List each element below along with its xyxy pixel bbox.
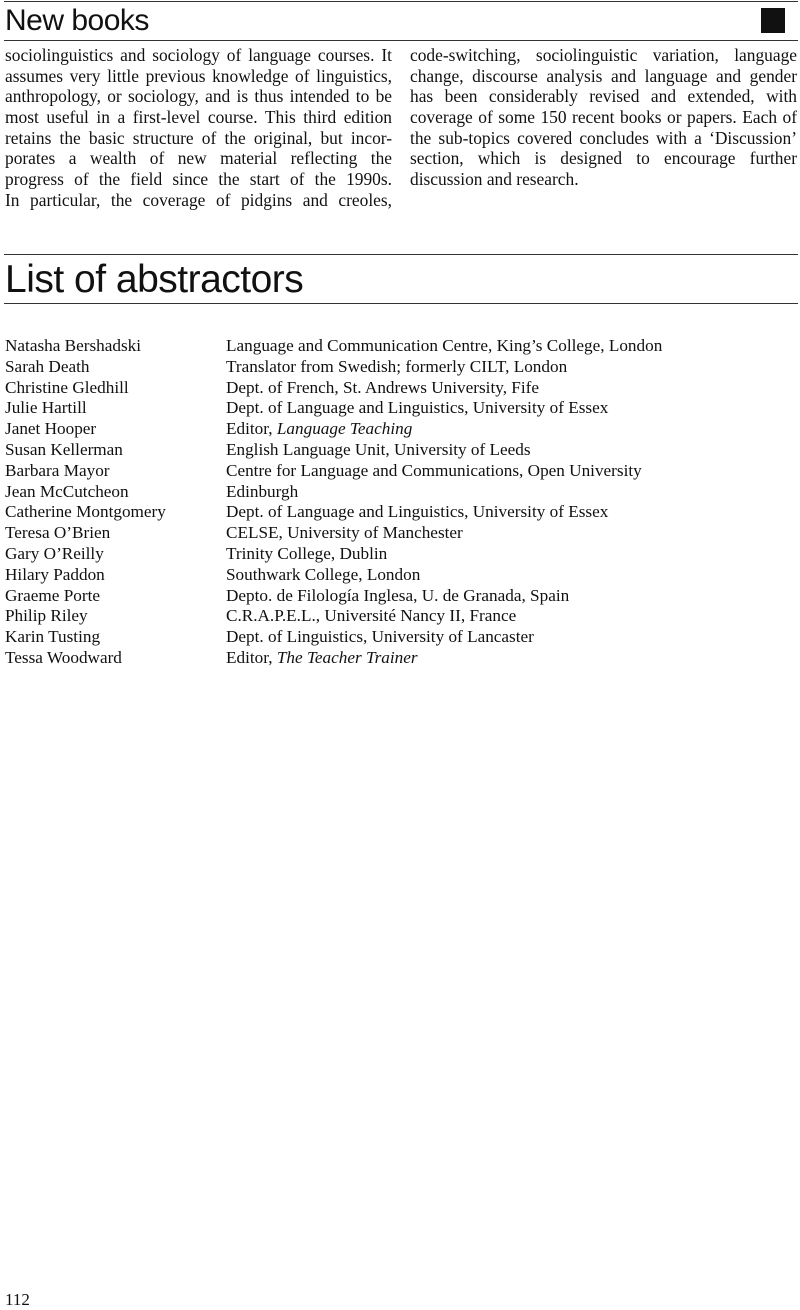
affiliation-text: C.R.A.P.E.L., Université Nancy II, France: [226, 606, 517, 626]
abstractor-affiliation: [226, 357, 567, 378]
abstractor-row: [5, 586, 785, 607]
abstractor-row: [5, 648, 785, 669]
abstractor-name: Philip Riley: [5, 606, 88, 626]
abstractors-list: [5, 336, 785, 669]
abstractor-affiliation: [226, 544, 387, 565]
abstractor-name: Graeme Porte: [5, 585, 100, 605]
abstractor-affiliation: [226, 336, 662, 357]
text-line: code-switching, sociolinguistic variation, language: [410, 45, 797, 65]
abstractor-row: [5, 336, 785, 357]
text-line: In particular, the coverage of pidgins and creoles,: [5, 189, 392, 210]
abstractor-name: Julie Hartill: [5, 398, 87, 418]
text-line: coverage of some 150 recent books or papers. Each of: [410, 107, 797, 128]
top-rule: [4, 1, 798, 2]
abstractor-affiliation: [226, 378, 539, 399]
abstractor-name: Tessa Woodward: [5, 647, 122, 667]
text-line: change, discourse analysis and language and gender: [410, 65, 797, 86]
abstractor-affiliation: [226, 586, 569, 607]
abstractor-name: Janet Hooper: [5, 419, 97, 439]
affiliation-text: Depto. de Filología Inglesa, U. de Granada, Spain: [226, 585, 570, 605]
abstractor-affiliation: [226, 627, 534, 648]
abstractor-row: [5, 523, 785, 544]
abstractor-affiliation: [226, 440, 531, 461]
affiliation-text: Edinburgh: [226, 481, 299, 501]
header-rule: [4, 40, 798, 41]
affiliation-text: Dept. of Language and Linguistics, University of Essex: [226, 502, 609, 522]
abstractors-title: List of abstractors: [5, 258, 304, 301]
abstractor-affiliation: [226, 482, 298, 503]
abstractor-row: [5, 606, 785, 627]
text-line: anthropology, or sociology, and is thus intended to be: [5, 86, 392, 107]
abstractor-name: Natasha Bershadski: [5, 336, 142, 355]
affiliation-text: English Language Unit, University of Leeds: [226, 439, 531, 459]
abstractor-name: Christine Gledhill: [5, 377, 129, 397]
abstractor-affiliation: [226, 461, 642, 482]
abstractor-name: Sarah Death: [5, 356, 90, 376]
abstractor-name: Susan Kellerman: [5, 439, 123, 459]
affiliation-text: Southwark College, London: [226, 564, 421, 584]
text-line: sociolinguistics and sociology of language courses. It: [5, 45, 392, 65]
affiliation-text: Editor,: [226, 419, 277, 439]
right-column-text: [410, 45, 797, 190]
abstractor-row: [5, 627, 785, 648]
abstractor-row: [5, 378, 785, 399]
abstractor-row: [5, 482, 785, 503]
abstractor-name: Hilary Paddon: [5, 564, 105, 584]
affiliation-text: Editor,: [226, 647, 277, 667]
abstractor-affiliation: [226, 419, 412, 440]
text-line: the sub-topics covered concludes with a ‘Discussion’: [410, 127, 797, 148]
abstractor-name: Barbara Mayor: [5, 460, 110, 480]
abstractor-name: Teresa O’Brien: [5, 523, 111, 543]
abstractor-row: [5, 419, 785, 440]
abstractor-row: [5, 357, 785, 378]
abstractor-affiliation: [226, 502, 608, 523]
page-number: 112: [5, 1290, 30, 1309]
abstractor-affiliation: [226, 606, 516, 627]
abstractor-row: [5, 544, 785, 565]
abstractor-affiliation: [226, 565, 420, 586]
section-title: New books: [5, 4, 149, 37]
affiliation-text: Translator from Swedish; formerly CILT, London: [226, 356, 568, 376]
abstractor-row: [5, 461, 785, 482]
text-line: most useful in a first-level course. This third edition: [5, 107, 392, 128]
abstractor-affiliation: [226, 523, 463, 544]
affiliation-publication-title: The Teacher Trainer: [276, 647, 418, 667]
abstractor-name: Gary O’Reilly: [5, 543, 104, 563]
abstractors-top-rule: [4, 254, 798, 255]
abstractor-row: [5, 440, 785, 461]
text-line: progress of the field since the start of the 1990s.: [5, 169, 392, 190]
abstractor-name: Jean McCutcheon: [5, 481, 129, 501]
affiliation-text: Dept. of French, St. Andrews University, Fife: [226, 377, 539, 397]
abstractor-affiliation: [226, 648, 418, 669]
text-line: section, which is designed to encourage further: [410, 148, 797, 169]
abstractor-name: Catherine Montgomery: [5, 502, 166, 522]
affiliation-text: Trinity College, Dublin: [226, 543, 388, 563]
abstractor-name: Karin Tusting: [5, 627, 101, 647]
abstractor-row: [5, 398, 785, 419]
affiliation-text: Centre for Language and Communications, Open University: [226, 460, 642, 480]
affiliation-text: Language and Communication Centre, King’s College, London: [226, 336, 663, 355]
text-line: assumes very little previous knowledge of linguistics,: [5, 65, 392, 86]
abstractor-row: [5, 502, 785, 523]
text-line: retains the basic structure of the original, but incor-: [5, 127, 392, 148]
left-column-text: [5, 45, 392, 211]
affiliation-text: CELSE, University of Manchester: [226, 523, 463, 543]
abstractor-affiliation: [226, 398, 608, 419]
affiliation-text: Dept. of Language and Linguistics, University of Essex: [226, 398, 609, 418]
abstractor-row: [5, 565, 785, 586]
text-line: has been considerably revised and extended, with: [410, 86, 797, 107]
affiliation-publication-title: Language Teaching: [276, 419, 413, 439]
text-line: porates a wealth of new material reflecting the: [5, 148, 392, 169]
abstractors-bottom-rule: [4, 303, 798, 304]
text-line: discussion and research.: [410, 169, 579, 190]
affiliation-text: Dept. of Linguistics, University of Lancaster: [226, 627, 534, 647]
section-marker-square: [761, 8, 785, 33]
